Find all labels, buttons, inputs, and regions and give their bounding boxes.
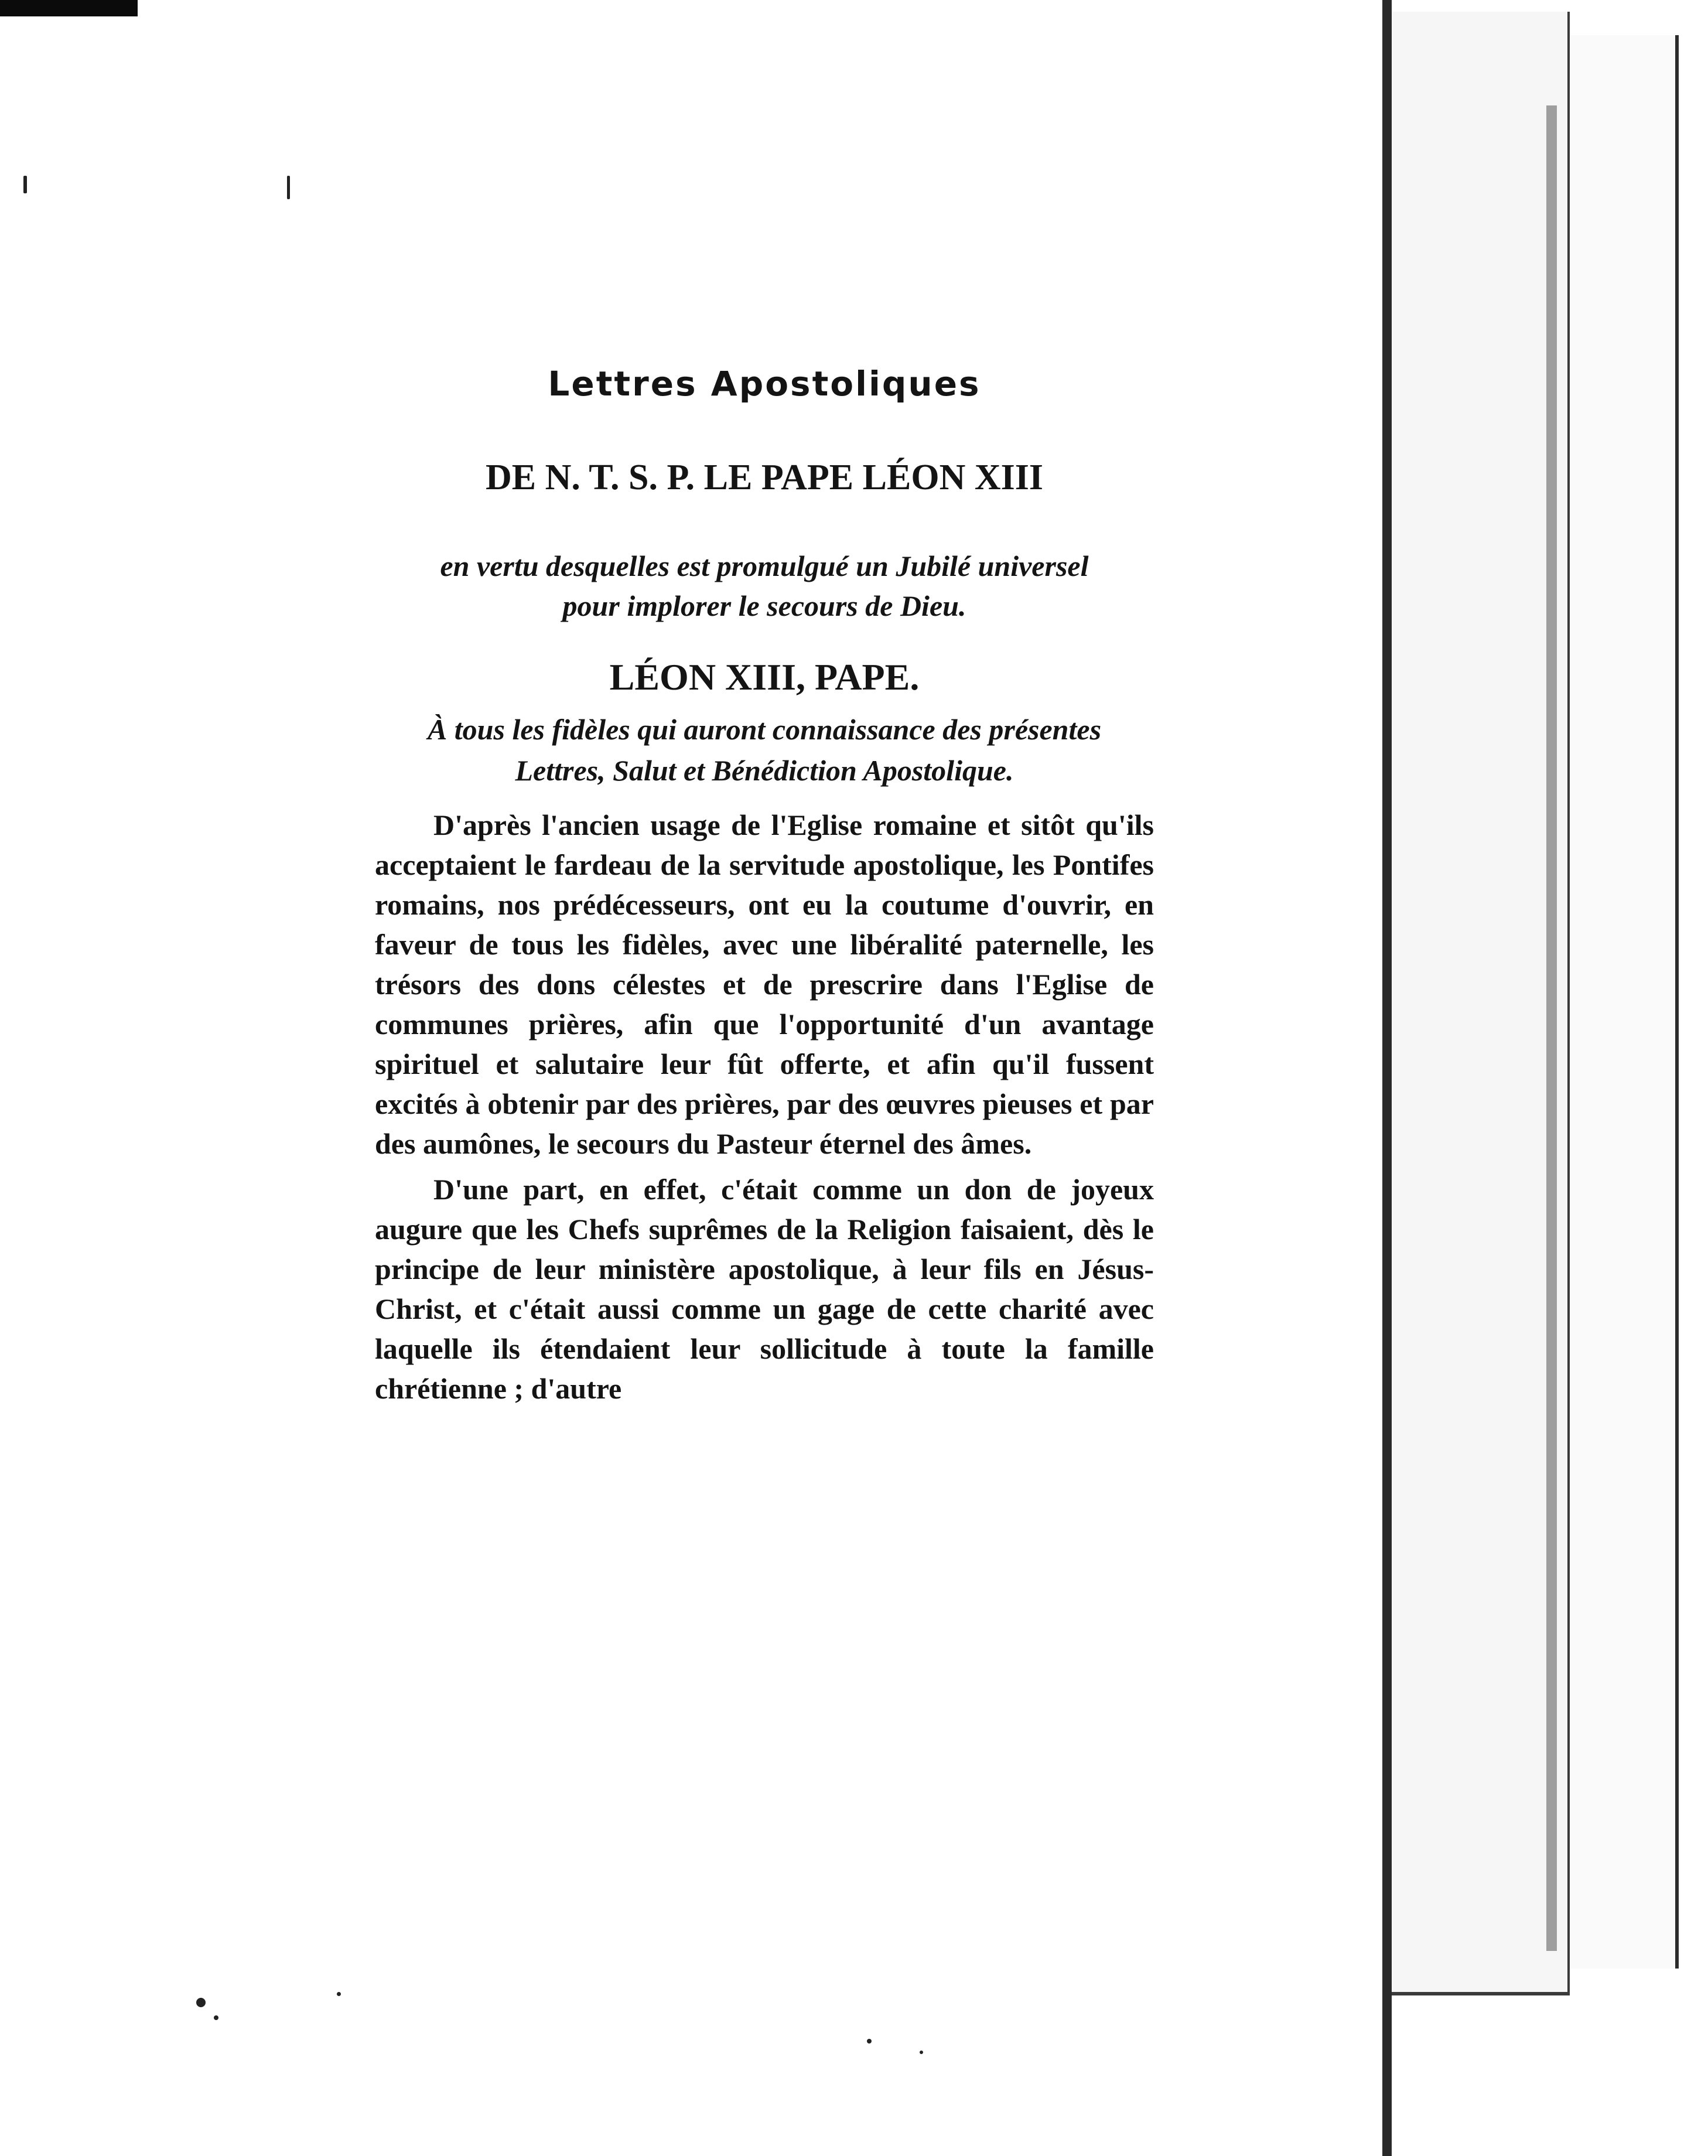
scan-speck bbox=[214, 2015, 218, 2020]
scan-speck bbox=[196, 1998, 206, 2007]
underlying-page-edge-outer bbox=[1570, 35, 1679, 1969]
address-line-block bbox=[375, 709, 1154, 791]
scan-speck bbox=[23, 176, 27, 193]
paragraph: D'après l'ancien usage de l'Eglise romaine et sitôt qu'ils acceptaient le fardeau de la servitude apostolique, les Pontifes romains, nos prédécesseurs, ont eu la coutume d'ouvrir, en faveur de tous les fidèles, avec une libéralité paternelle, les trésors des dons célestes et de prescrire dans l'Eglise de communes prières, afin que l'opportunité d'un avantage spirituel et salutaire leur fût offerte, et afin qu'il fussent excités à obtenir par des prières, par des œuvres pieuses et par des aumônes, le secours du Pasteur éternel des âmes. bbox=[375, 808, 1154, 1160]
document-subtitle: DE N. T. S. P. LE PAPE LÉON XIII bbox=[485, 458, 1044, 497]
paragraph: D'une part, en effet, c'était comme un don de joyeux augure que les Chefs suprêmes de la Religion faisaient, dès le principe de leur ministère apostolique, à leur fils en Jésus-Christ, et c'était aussi comme un gage de cette charité avec laquelle ils étendaient leur sollicitude à toute la famille chrétienne ; d'autre bbox=[375, 1173, 1154, 1405]
scan-speck bbox=[867, 2039, 872, 2044]
summary-line: pour implorer le secours de Dieu. bbox=[562, 589, 966, 622]
page-edge-shadow bbox=[1546, 105, 1557, 1951]
document-content bbox=[375, 357, 1154, 1408]
page-fold-edge bbox=[1382, 0, 1392, 2156]
scan-border-mark bbox=[0, 0, 138, 16]
document-summary bbox=[375, 546, 1154, 626]
document-title: Lettres Apostoliques bbox=[548, 364, 981, 404]
address-line: À tous les fidèles qui auront connaissance des présentes bbox=[427, 713, 1102, 746]
scan-speck bbox=[337, 1992, 341, 1996]
address-line: Lettres, Salut et Bénédiction Apostolique. bbox=[515, 754, 1014, 787]
scan-speck bbox=[287, 176, 290, 199]
summary-line: en vertu desquelles est promulgué un Jubilé universel bbox=[440, 550, 1089, 582]
scan-speck bbox=[920, 2051, 923, 2054]
body-text bbox=[375, 805, 1154, 1408]
section-heading: LÉON XIII, PAPE. bbox=[609, 656, 920, 698]
underlying-page-edge bbox=[1392, 12, 1570, 1995]
